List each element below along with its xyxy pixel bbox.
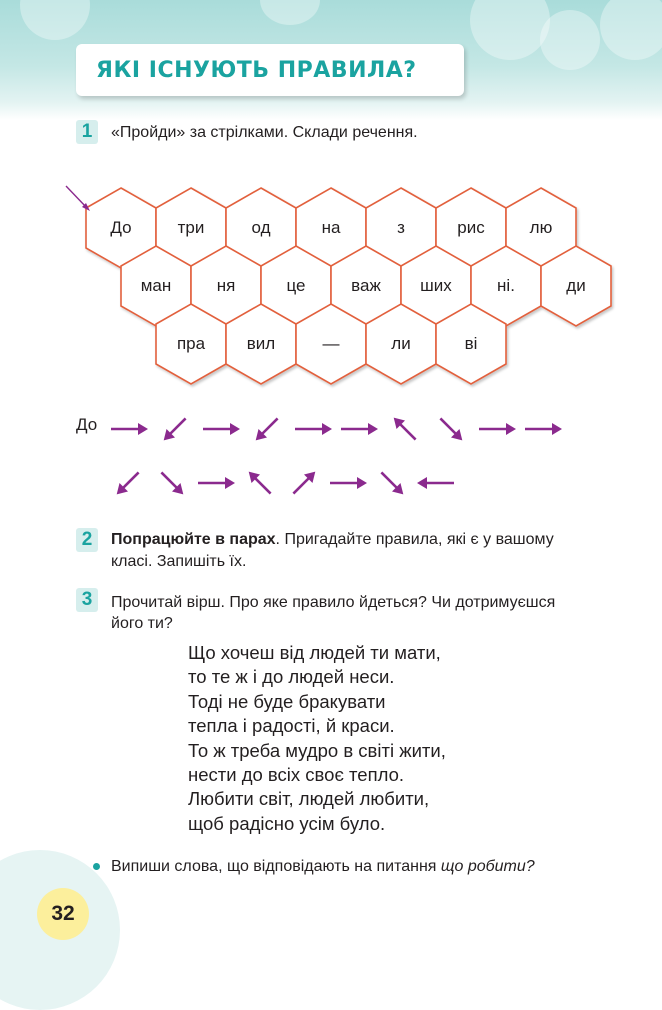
poem-line: то те ж і до людей неси. — [188, 666, 395, 688]
hex-syllable: ди — [566, 276, 586, 295]
task-2-bold: Попрацюйте в парах — [111, 531, 276, 548]
arrow-down-right-icon — [429, 412, 473, 446]
task-1-number: 1 — [76, 120, 98, 144]
start-pointer-line — [66, 186, 87, 208]
poem — [188, 641, 446, 836]
hex-syllable: ві — [464, 334, 478, 353]
poem-line: Тоді не буде бракувати — [188, 690, 386, 712]
bullet-dot — [93, 863, 100, 870]
hex-syllable: важ — [351, 276, 381, 295]
page-title: ЯКІ ІСНУЮТЬ ПРАВИЛА? — [96, 58, 417, 83]
hex-syllable: лю — [529, 218, 553, 237]
hex-syllable: з — [397, 218, 405, 237]
arrow-up-left-icon — [383, 412, 427, 446]
hex-syllable: ман — [140, 276, 172, 295]
arrow-down-left-icon — [153, 412, 197, 446]
task-2-line2: класі. Запишіть їх. — [111, 553, 247, 570]
arrow-right-icon — [199, 412, 243, 446]
hex-syllable: це — [286, 276, 306, 295]
task-1-instruction: «Пройди» за стрілками. Склади речення. — [111, 124, 418, 141]
arrow-right-icon — [521, 412, 565, 446]
hex-syllable: ли — [391, 334, 411, 353]
bullet-instruction — [111, 856, 535, 878]
poem-line: Любити світ, людей любити, — [188, 788, 430, 810]
task-2-instruction — [111, 529, 554, 551]
task-3-line2: його ти? — [111, 615, 173, 632]
arrow-down-left-icon — [245, 412, 289, 446]
hex-syllable: — — [322, 334, 340, 353]
hex-syllable: До — [110, 218, 132, 237]
bullet-italic: що робити? — [440, 858, 535, 875]
hex-syllable: вил — [246, 334, 276, 353]
poem-line: То ж треба мудро в світі жити, — [188, 739, 446, 761]
arrow-right-icon — [337, 412, 381, 446]
hex-syllable: три — [177, 218, 205, 237]
honeycomb-grid — [0, 0, 662, 420]
task-3-number: 3 — [76, 588, 98, 612]
page-number: 32 — [37, 888, 89, 940]
arrow-right-icon — [475, 412, 519, 446]
poem-line: тепла і радості, й краси. — [188, 715, 395, 737]
hex-syllable: ні. — [497, 276, 515, 295]
task-2-number: 2 — [76, 528, 98, 552]
arrow-up-left-icon — [238, 466, 282, 500]
hex-syllable: на — [321, 218, 341, 237]
poem-line: нести до всіх своє тепло. — [188, 764, 405, 786]
hex-syllable: од — [251, 218, 271, 237]
arrow-right-icon — [107, 412, 151, 446]
arrow-down-right-icon — [150, 466, 194, 500]
arrow-right-icon — [291, 412, 335, 446]
hex-syllable: ня — [216, 276, 236, 295]
poem-line: щоб радісно усім було. — [188, 812, 386, 834]
arrow-down-right-icon — [370, 466, 414, 500]
poem-line: Що хочеш від людей ти мати, — [188, 642, 441, 663]
arrow-left-icon — [414, 466, 458, 500]
bullet-text: Випиши слова, що відповідають на питання — [111, 858, 441, 875]
arrow-down-left-icon — [106, 466, 150, 500]
task-3-line1: Прочитай вірш. Про яке правило йдеться? Чи дотримуєшся — [111, 594, 556, 611]
arrow-right-icon — [326, 466, 370, 500]
task-2-rest: . Пригадайте правила, які є у вашому — [275, 531, 554, 548]
arrow-up-right-icon — [282, 466, 326, 500]
hex-syllable: рис — [457, 218, 485, 237]
arrow-right-icon — [194, 466, 238, 500]
hex-syllable: ших — [420, 276, 452, 295]
hex-syllable: пра — [176, 334, 206, 353]
start-label: До — [76, 415, 98, 434]
